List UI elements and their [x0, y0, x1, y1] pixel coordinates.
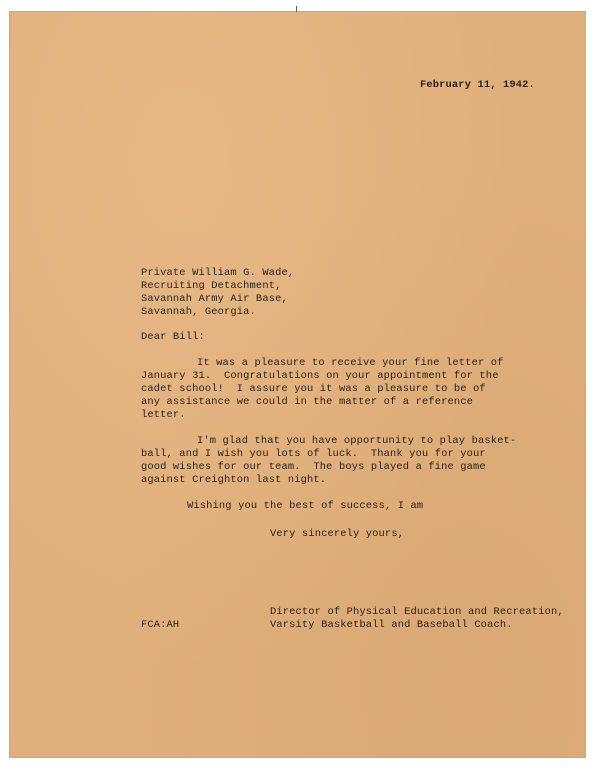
salutation: Dear Bill:	[141, 331, 205, 343]
paragraph-line: any assistance we could in the matter of a reference	[141, 396, 474, 408]
paragraph-line: I'm glad that you have opportunity to play basket-	[197, 435, 517, 447]
typist-initials: FCA:AH	[141, 619, 180, 631]
signature-title-line: Varsity Basketball and Baseball Coach.	[270, 619, 513, 631]
paragraph-line: good wishes for our team. The boys played a fine game	[141, 461, 486, 473]
closing-line: Wishing you the best of success, I am	[187, 500, 424, 512]
complimentary-close: Very sincerely yours,	[270, 528, 405, 540]
address-line: Recruiting Detachment,	[141, 280, 282, 292]
letter-date: February 11, 1942.	[420, 79, 535, 91]
paragraph-line: ball, and I wish you lots of luck. Thank you for your	[141, 448, 486, 460]
paragraph-line: cadet school! I assure you it was a pleasure to be of	[141, 383, 486, 395]
paragraph-line: against Creighton last night.	[141, 474, 327, 486]
staple-mark	[296, 6, 297, 12]
paragraph-line: January 31. Congratulations on your appointment for the	[141, 370, 499, 382]
paragraph-line: It was a pleasure to receive your fine letter of	[197, 357, 504, 369]
signature-title-line: Director of Physical Education and Recreation,	[270, 606, 564, 618]
paragraph-line: letter.	[141, 409, 186, 421]
address-line: Private William G. Wade,	[141, 267, 295, 279]
letter-page	[10, 12, 585, 757]
address-line: Savannah, Georgia.	[141, 306, 256, 318]
address-line: Savannah Army Air Base,	[141, 293, 288, 305]
